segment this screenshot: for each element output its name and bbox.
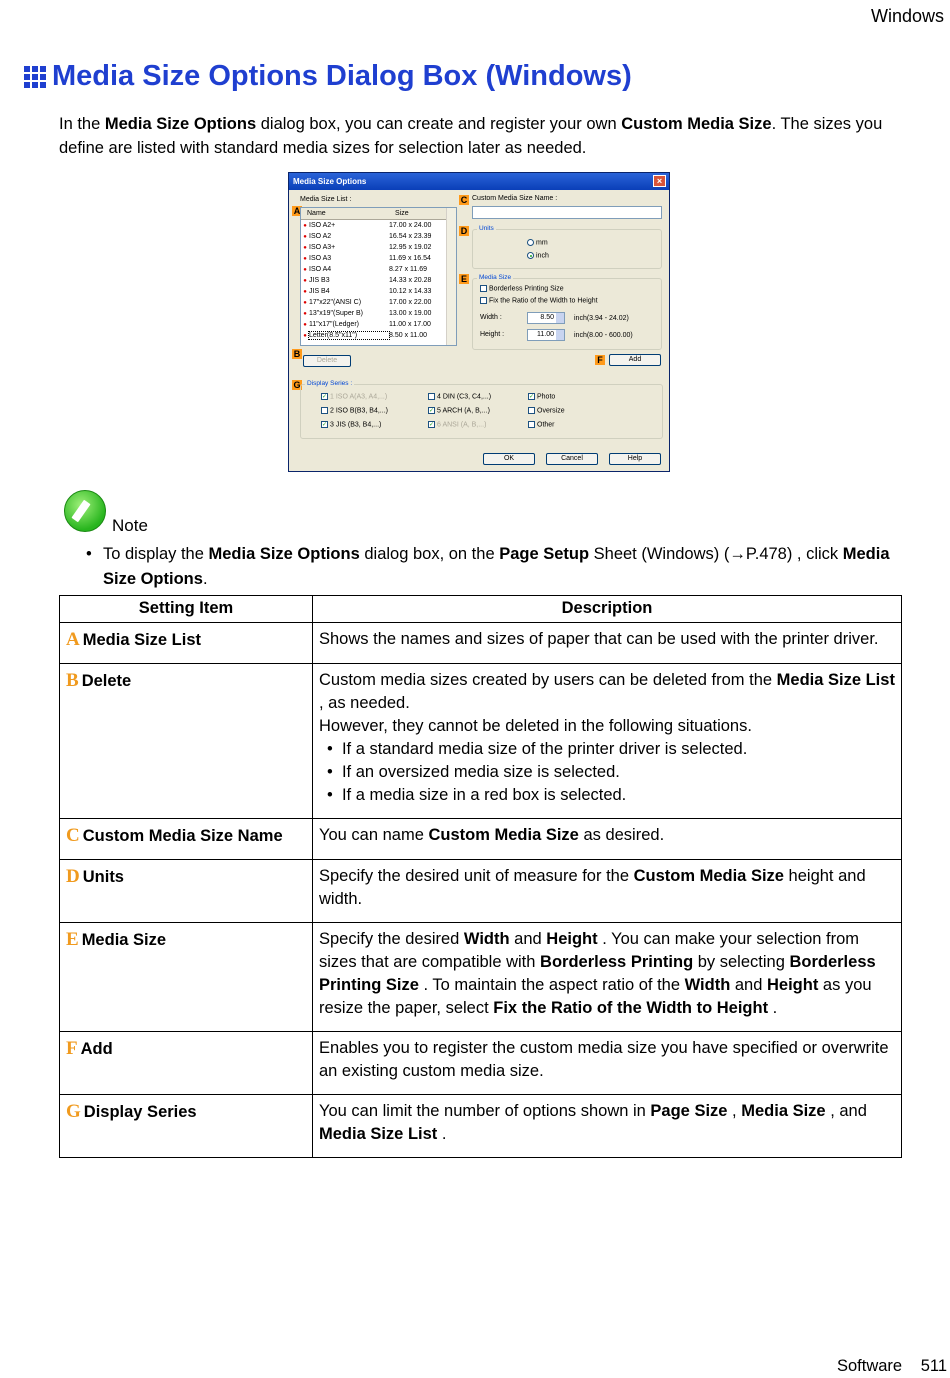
list-item-name: Letter(8.5"x11") [309,332,389,339]
row-desc-f: Enables you to register the custom media size you have specified or overwrite an existing custom media size. [313,1032,902,1095]
row-item-a: A Media Size List [60,623,313,664]
list-item-name: 17"x22"(ANSI C) [309,299,362,306]
header-description: Description [313,596,902,623]
red-dot-icon: ● [303,266,307,273]
list-item[interactable] [301,220,456,231]
borderless-checkbox[interactable]: Borderless Printing Size [480,285,564,292]
list-rows [301,220,456,341]
list-item-size: 11.00 x 17.00 [389,321,431,328]
height-input[interactable]: 11.00 [527,329,565,341]
row-desc-d: Specify the desired unit of measure for the Custom Media Size height and width. [313,860,902,923]
units-label: Units [479,225,494,232]
header-setting-item: Setting Item [60,596,313,623]
list-item-size: 8.50 x 11.00 [389,332,428,339]
red-dot-icon: ● [303,222,307,229]
checkbox-icon: ✓ [322,422,328,428]
list-item-name: 11"x17"(Ledger) [309,321,359,328]
list-item-size: 16.54 x 23.39 [389,233,432,240]
height-range: inch(8.00 - 600.00) [574,332,633,339]
series-checkbox[interactable]: 2 ISO B(B3, B4,...) [321,407,388,414]
series-checkbox[interactable]: ✓ Photo [529,393,556,401]
marker-d: D [460,226,468,236]
list-item-size: 11.69 x 16.54 [389,255,431,262]
list-item[interactable] [301,242,456,253]
checkbox-icon: ✓ [429,422,435,428]
row-desc-b: Custom media sizes created by users can be deleted from the Media Size List , as needed. However, they cannot be deleted in the following situations. • If a standard media size of the printer driver is selected. • If an oversized media size is selected. • If a media size in a red box is selected. [313,664,902,819]
list-item-name: ISO A3 [309,255,332,262]
table-row [60,860,902,923]
media-size-options-dialog [288,172,670,472]
custom-name-input[interactable] [472,206,662,219]
unit-mm-radio[interactable]: mm [527,239,548,246]
marker-a: A [293,206,301,216]
list-item[interactable] [301,275,456,286]
row-desc-a: Shows the names and sizes of paper that can be used with the printer driver. [313,623,902,664]
row-item-f: F Add [60,1032,313,1095]
marker-g: G [293,380,301,390]
display-series-label: Display Series : [307,380,353,387]
list-item[interactable] [301,264,456,275]
checkbox-icon: ✓ [529,394,535,400]
marker-e: E [460,274,467,284]
red-dot-icon: ● [303,244,307,251]
row-desc-c: You can name Custom Media Size as desired. [313,819,902,860]
custom-name-label: Custom Media Size Name : [472,195,558,202]
list-item[interactable] [301,297,456,308]
row-item-b: B Delete [60,664,313,819]
display-series-group [300,380,663,439]
table-row [60,623,902,664]
list-item[interactable] [301,330,456,341]
ok-button[interactable]: OK [483,453,535,465]
red-dot-icon: ● [303,321,307,328]
series-checkbox[interactable]: Other [528,421,555,428]
red-dot-icon: ● [303,233,307,240]
list-item[interactable] [301,286,456,297]
list-item-size: 14.33 x 20.28 [389,277,432,284]
table-row [60,1095,902,1158]
media-size-list[interactable] [300,207,457,346]
intro-paragraph: In the Media Size Options dialog box, you can create and register your own Custom Media Size. The sizes you define are listed with standard media sizes for selection later as needed. [59,115,883,157]
page-title [24,60,632,93]
table-row [60,819,902,860]
list-item-name: JIS B4 [309,288,330,295]
series-checkbox[interactable]: ✓ 3 JIS (B3, B4,...) [322,421,382,429]
list-item-name: 13"x19"(Super B) [309,310,363,317]
list-item-name: ISO A3+ [309,244,336,251]
footer-section: Software [836,1357,903,1375]
table-header-row [60,596,902,623]
list-item-name: ISO A2+ [309,222,336,229]
close-icon[interactable]: × [653,175,666,187]
marker-f: F [595,355,605,365]
page-title-text: Media Size Options Dialog Box (Windows) [52,60,632,92]
list-item-size: 17.00 x 22.00 [389,299,432,306]
red-dot-icon: ● [303,299,307,306]
list-scrollbar[interactable] [446,208,456,345]
dialog-titlebar [289,173,669,190]
bullet-item: • If a media size in a red box is selected. [327,786,627,804]
list-item-name: JIS B3 [309,277,330,284]
checkbox-icon [528,407,535,414]
width-range: inch(3.94 - 24.02) [574,315,629,322]
list-item[interactable] [301,253,456,264]
list-item-name: ISO A2 [309,233,332,240]
width-input[interactable]: 8.50 [527,312,565,324]
media-size-label: Media Size [479,274,512,281]
media-size-group [472,274,662,350]
red-dot-icon: ● [303,277,307,284]
table-row [60,923,902,1032]
table-row [60,664,902,819]
row-item-d: D Units [60,860,313,923]
series-checkbox[interactable]: ✓ 5 ARCH (A, B,...) [429,407,490,415]
note-pencil-icon [64,490,106,532]
width-label: Width : [480,314,502,321]
delete-button[interactable]: Delete [303,355,351,367]
row-item-c: C Custom Media Size Name [60,819,313,860]
list-item-size: 8.27 x 11.69 [389,266,428,273]
red-dot-icon: ● [303,255,307,262]
page-footer [823,1357,947,1376]
checkbox-icon [428,393,435,400]
list-item-name: ISO A4 [309,266,332,273]
cancel-button[interactable]: Cancel [546,453,598,465]
units-group [472,225,662,269]
fix-ratio-checkbox[interactable]: Fix the Ratio of the Width to Height [480,297,598,304]
media-size-list-label: Media Size List : [300,196,352,203]
list-header-name[interactable]: Name [307,210,326,217]
list-item-size: 17.00 x 24.00 [389,222,432,229]
height-label: Height : [480,331,505,338]
unit-inch-radio[interactable]: inch [527,252,549,259]
series-checkbox[interactable]: 4 DIN (C3, C4,...) [428,393,491,400]
marker-b: B [293,349,301,359]
list-header [301,208,456,220]
list-item-size: 12.95 x 19.02 [389,244,432,251]
table-row [60,1032,902,1095]
list-item-size: 10.12 x 14.33 [389,288,432,295]
row-item-e: E Media Size [60,923,313,1032]
checkbox-icon [528,421,535,428]
settings-table [59,595,902,1158]
list-item[interactable] [301,308,456,319]
series-checkbox[interactable]: ✓ 1 ISO A(A3, A4,...) [322,393,388,401]
checkbox-icon: ✓ [322,394,328,400]
add-button[interactable]: Add [609,354,661,366]
list-item-size: 13.00 x 19.00 [389,310,432,317]
list-item[interactable] [301,319,456,330]
row-item-g: G Display Series [60,1095,313,1158]
section-grid-icon [24,66,46,88]
list-item[interactable] [301,231,456,242]
dialog-title: Media Size Options [293,177,367,186]
checkbox-icon [321,407,328,414]
page-number: 511 [920,1357,947,1375]
row-desc-e: Specify the desired Width and Height . You can make your selection from sizes that are compatible with Borderless Printing by selecting Borderless Printing Size . To maintain the aspect ratio of the Width and Height as you resize the paper, select Fix the Ratio of the Width to Height . [313,923,902,1032]
bullet-dot: • [86,545,92,563]
red-dot-icon: ● [303,310,307,317]
series-checkbox[interactable]: Oversize [528,407,565,414]
note-item: • To display the Media Size Options dialog box, on the Page Setup Sheet (Windows) (→P.478) , click Media Size Options. [86,542,906,592]
checkbox-icon: ✓ [429,408,435,414]
red-dot-icon: ● [303,288,307,295]
row-desc-g: You can limit the number of options shown in Page Size , Media Size , and Media Size List . [313,1095,902,1158]
marker-c: C [460,195,468,205]
bullet-item: • If an oversized media size is selected. [327,763,620,781]
help-button[interactable]: Help [609,453,661,465]
running-header: Windows [870,6,944,26]
bullet-item: • If a standard media size of the printer driver is selected. [327,740,748,758]
series-checkbox[interactable]: ✓ 6 ANSI (A, B,...) [429,421,487,429]
note-label: Note [112,516,148,535]
red-dot-icon: ● [303,332,307,339]
list-header-size[interactable]: Size [395,210,409,217]
